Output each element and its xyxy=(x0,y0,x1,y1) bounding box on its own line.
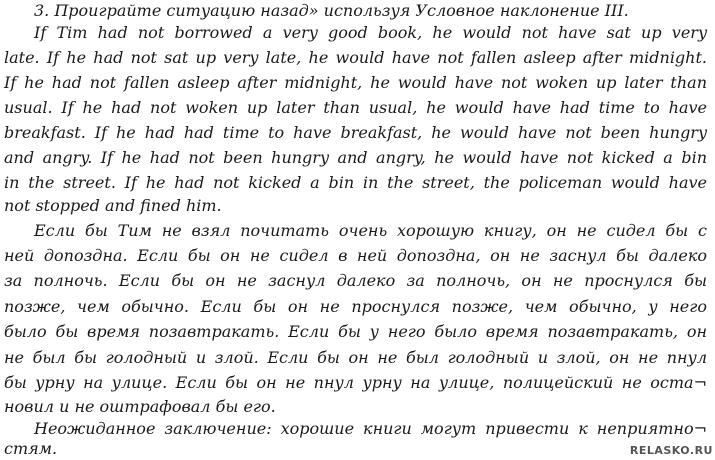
exercise-heading: 3. Проиграйте ситуацию назад» используя Условное наклонение III. xyxy=(34,1,629,20)
conclusion-line: стям. xyxy=(4,439,58,458)
russian-line: не был бы голодный и злой. Если бы он не был голодный и злой, он не пнул xyxy=(4,348,707,367)
watermark: RELASKO.RU xyxy=(629,444,713,457)
english-line: If Tim had not borrowed a very good book, he would not have sat up very xyxy=(34,23,707,42)
russian-line: бы урну на улице. Если бы он не пнул урну на улице, полицейский не оста¬ xyxy=(4,373,707,392)
russian-line: новил и не оштрафовал бы его. xyxy=(4,397,276,416)
english-line: If he had not fallen asleep after midnight, he would have not woken up later than xyxy=(4,73,707,92)
english-line: not stopped and fined him. xyxy=(4,196,222,215)
english-line: late. If he had not sat up very late, he would have not fallen asleep after midnight. xyxy=(4,48,707,67)
russian-line: позже, чем обычно. Если бы он не проснулся позже, чем обычно, у него xyxy=(4,297,707,316)
russian-line: Если бы Тим не взял почитать очень хорошую книгу, он не сидел бы с xyxy=(34,221,707,240)
russian-line: было бы время позавтракать. Если бы у него было время позавтракать, он xyxy=(4,322,707,341)
english-line: usual. If he had not woken up later than usual, he would have had time to have xyxy=(4,98,707,117)
english-line: and angry. If he had not been hungry and angry, he would have not kicked a bin xyxy=(4,148,707,167)
russian-line: ней допоздна. Если бы он не сидел в ней допоздна, он не заснул бы далеко xyxy=(4,246,707,265)
english-line: breakfast. If he had had time to have breakfast, he would have not been hungry xyxy=(4,123,707,142)
english-line: in the street. If he had not kicked a bin in the street, the policeman would have xyxy=(4,173,707,192)
russian-line: за полночь. Если бы он не заснул далеко за полночь, он не проснулся бы xyxy=(4,271,707,290)
conclusion-line: Неожиданное заключение: хорошие книги могут привести к неприятно¬ xyxy=(34,419,707,438)
